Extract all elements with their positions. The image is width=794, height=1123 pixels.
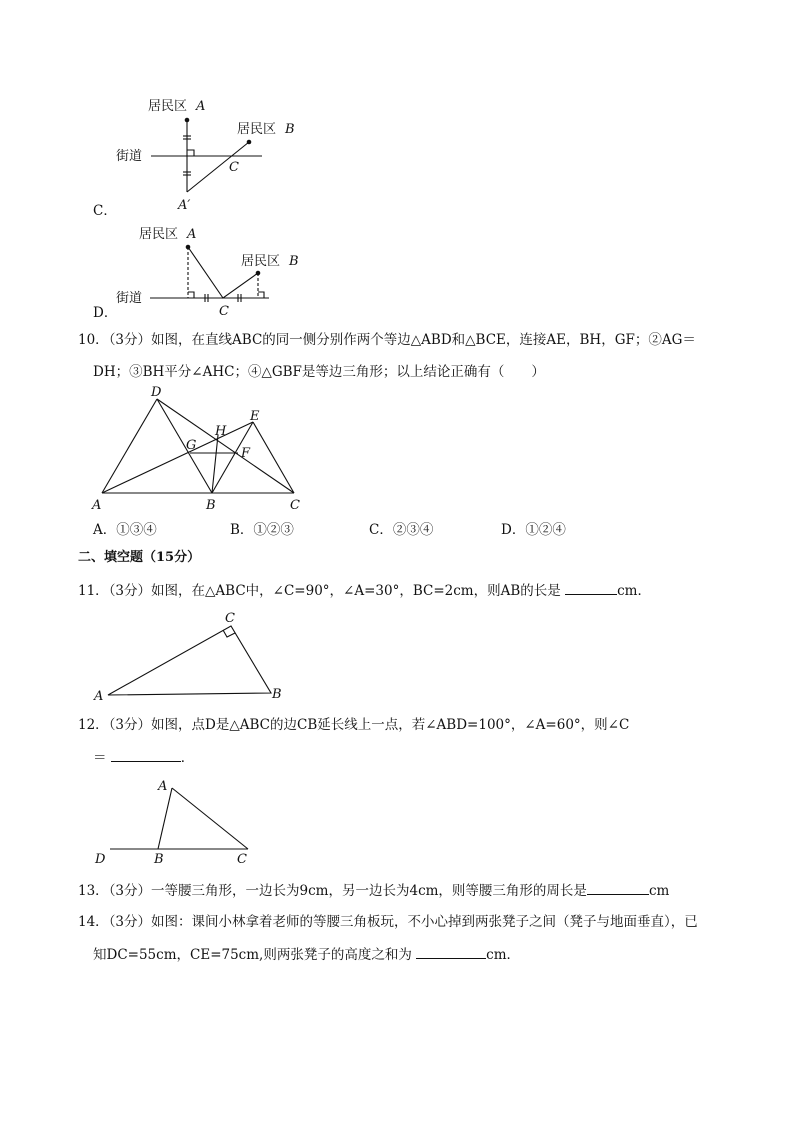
q10-line-db bbox=[157, 399, 212, 493]
q11-answer-blank[interactable] bbox=[565, 580, 617, 595]
q14-text1: 如图：课间小林拿着老师的等腰三角板玩，不小心掉到两张凳子之间（凳子与地面垂直），已 bbox=[151, 914, 698, 930]
q14-line1 bbox=[78, 912, 698, 932]
q10-pt-b: B bbox=[206, 498, 216, 513]
q10-pt-f: F bbox=[241, 446, 251, 461]
q13-number: 13． bbox=[78, 883, 109, 899]
q10-option-c[interactable]: C．②③④ bbox=[369, 522, 434, 538]
q10-pt-c: C bbox=[290, 498, 300, 513]
q9-option-c-label[interactable]: C． bbox=[93, 203, 117, 219]
q11-right-angle bbox=[223, 630, 235, 637]
fig-d-right-angle-b bbox=[258, 292, 264, 298]
q11-number: 11． bbox=[78, 583, 109, 599]
fig-c-res-a-pt: A bbox=[196, 99, 206, 114]
q10-line-ad bbox=[102, 399, 157, 493]
q10-figure bbox=[88, 385, 313, 515]
q10-pt-a: A bbox=[92, 498, 102, 513]
fig-d-res-a: 居民区 bbox=[139, 227, 179, 242]
q13-line bbox=[78, 880, 669, 901]
q10-option-d[interactable]: D．①②④ bbox=[501, 522, 566, 538]
fig-d-res-a-pt: A bbox=[187, 227, 197, 242]
section-title: 二、填空题（15分） bbox=[78, 550, 201, 565]
q12-eq: ＝ bbox=[93, 750, 107, 766]
fig-d-street: 街道 bbox=[116, 291, 143, 306]
q10-option-a[interactable]: A．①③④ bbox=[93, 522, 157, 538]
q10-option-b[interactable]: B．①②③ bbox=[230, 522, 294, 538]
q10-pt-g: G bbox=[186, 438, 197, 453]
q12-score: （3分） bbox=[108, 717, 152, 733]
q10-score: （3分） bbox=[108, 332, 152, 348]
q11-pt-c: C bbox=[225, 611, 235, 626]
q12-figure bbox=[88, 775, 268, 870]
q12-number: 12． bbox=[78, 717, 109, 733]
q11-score: （3分） bbox=[108, 583, 152, 599]
q12-line-ac bbox=[172, 788, 248, 849]
q10-pt-h: H bbox=[215, 424, 227, 439]
q12-pt-d: D bbox=[95, 852, 106, 867]
fig-c-res-a: 居民区 bbox=[148, 99, 188, 114]
q12-pt-c: C bbox=[237, 852, 247, 867]
q13-text: 一等腰三角形，一边长为9cm，另一边长为4cm，则等腰三角形的周长是 bbox=[151, 883, 587, 899]
q14-number: 14． bbox=[78, 914, 109, 930]
q10-pt-e: E bbox=[250, 409, 260, 424]
fig-d-right-angle-a bbox=[188, 292, 194, 298]
q10-number: 10． bbox=[78, 332, 109, 348]
q9-fig-c bbox=[110, 92, 320, 214]
q13-unit: cm bbox=[648, 883, 670, 899]
q12-line1 bbox=[78, 715, 629, 735]
q14-answer-blank[interactable] bbox=[416, 944, 486, 959]
q11-unit: cm． bbox=[617, 583, 651, 599]
q10-text1: 如图，在直线ABC的同一侧分别作两个等边△ABD和△BCE，连接AE，BH，GF；②AG＝ bbox=[151, 332, 696, 348]
q13-answer-blank[interactable] bbox=[587, 880, 649, 895]
q10-line-ec bbox=[253, 422, 294, 493]
q13-score: （3分） bbox=[108, 883, 152, 899]
q11-pt-b: B bbox=[272, 687, 282, 702]
q12-line-ba bbox=[158, 788, 172, 849]
fig-c-right-angle bbox=[187, 150, 194, 156]
q10-line1 bbox=[78, 330, 696, 350]
fig-c-a-prime: A′ bbox=[178, 198, 191, 213]
fig-c-street: 街道 bbox=[116, 149, 143, 164]
fig-d-res-b-pt: B bbox=[289, 254, 299, 269]
q11-figure bbox=[88, 606, 298, 706]
q10-line-dc bbox=[157, 399, 294, 493]
fig-c-c-pt: C bbox=[229, 160, 239, 175]
q12-end: ． bbox=[180, 750, 195, 766]
q12-pt-a: A bbox=[158, 779, 168, 794]
fig-d-res-b: 居民区 bbox=[241, 254, 281, 269]
q12-pt-b: B bbox=[154, 852, 164, 867]
fig-c-res-b: 居民区 bbox=[237, 122, 277, 137]
q10-line2: DH；③BH平分∠AHC；④△GBF是等边三角形；以上结论正确有（ ） bbox=[93, 364, 545, 380]
q12-answer-blank[interactable] bbox=[111, 747, 181, 762]
q9-option-d-label[interactable]: D． bbox=[93, 305, 118, 321]
q14-unit: cm． bbox=[486, 947, 521, 963]
fig-c-res-b-pt: B bbox=[285, 122, 295, 137]
q11-text: 如图，在△ABC中，∠C=90°，∠A=30°，BC=2cm，则AB的长是 bbox=[151, 583, 561, 599]
q11-triangle bbox=[108, 626, 271, 695]
q14-text2: 知DC=55cm，CE=75cm,则两张凳子的高度之和为 bbox=[93, 947, 412, 963]
q14-score: （3分） bbox=[108, 914, 152, 930]
q9-fig-d bbox=[110, 220, 320, 320]
q10-line-ae bbox=[102, 422, 253, 493]
q12-text1: 如图，点D是△ABC的边CB延长线上一点，若∠ABD=100°，∠A=60°，则∠C bbox=[151, 717, 630, 733]
q12-line2 bbox=[93, 747, 194, 768]
q10-pt-d: D bbox=[151, 385, 162, 400]
fig-d-c-pt: C bbox=[219, 304, 229, 319]
fig-c-ba-line bbox=[187, 142, 249, 192]
q11-pt-a: A bbox=[94, 689, 104, 704]
fig-c-dot-a bbox=[185, 118, 190, 123]
q14-line2 bbox=[93, 944, 520, 965]
q11-line bbox=[78, 580, 651, 601]
